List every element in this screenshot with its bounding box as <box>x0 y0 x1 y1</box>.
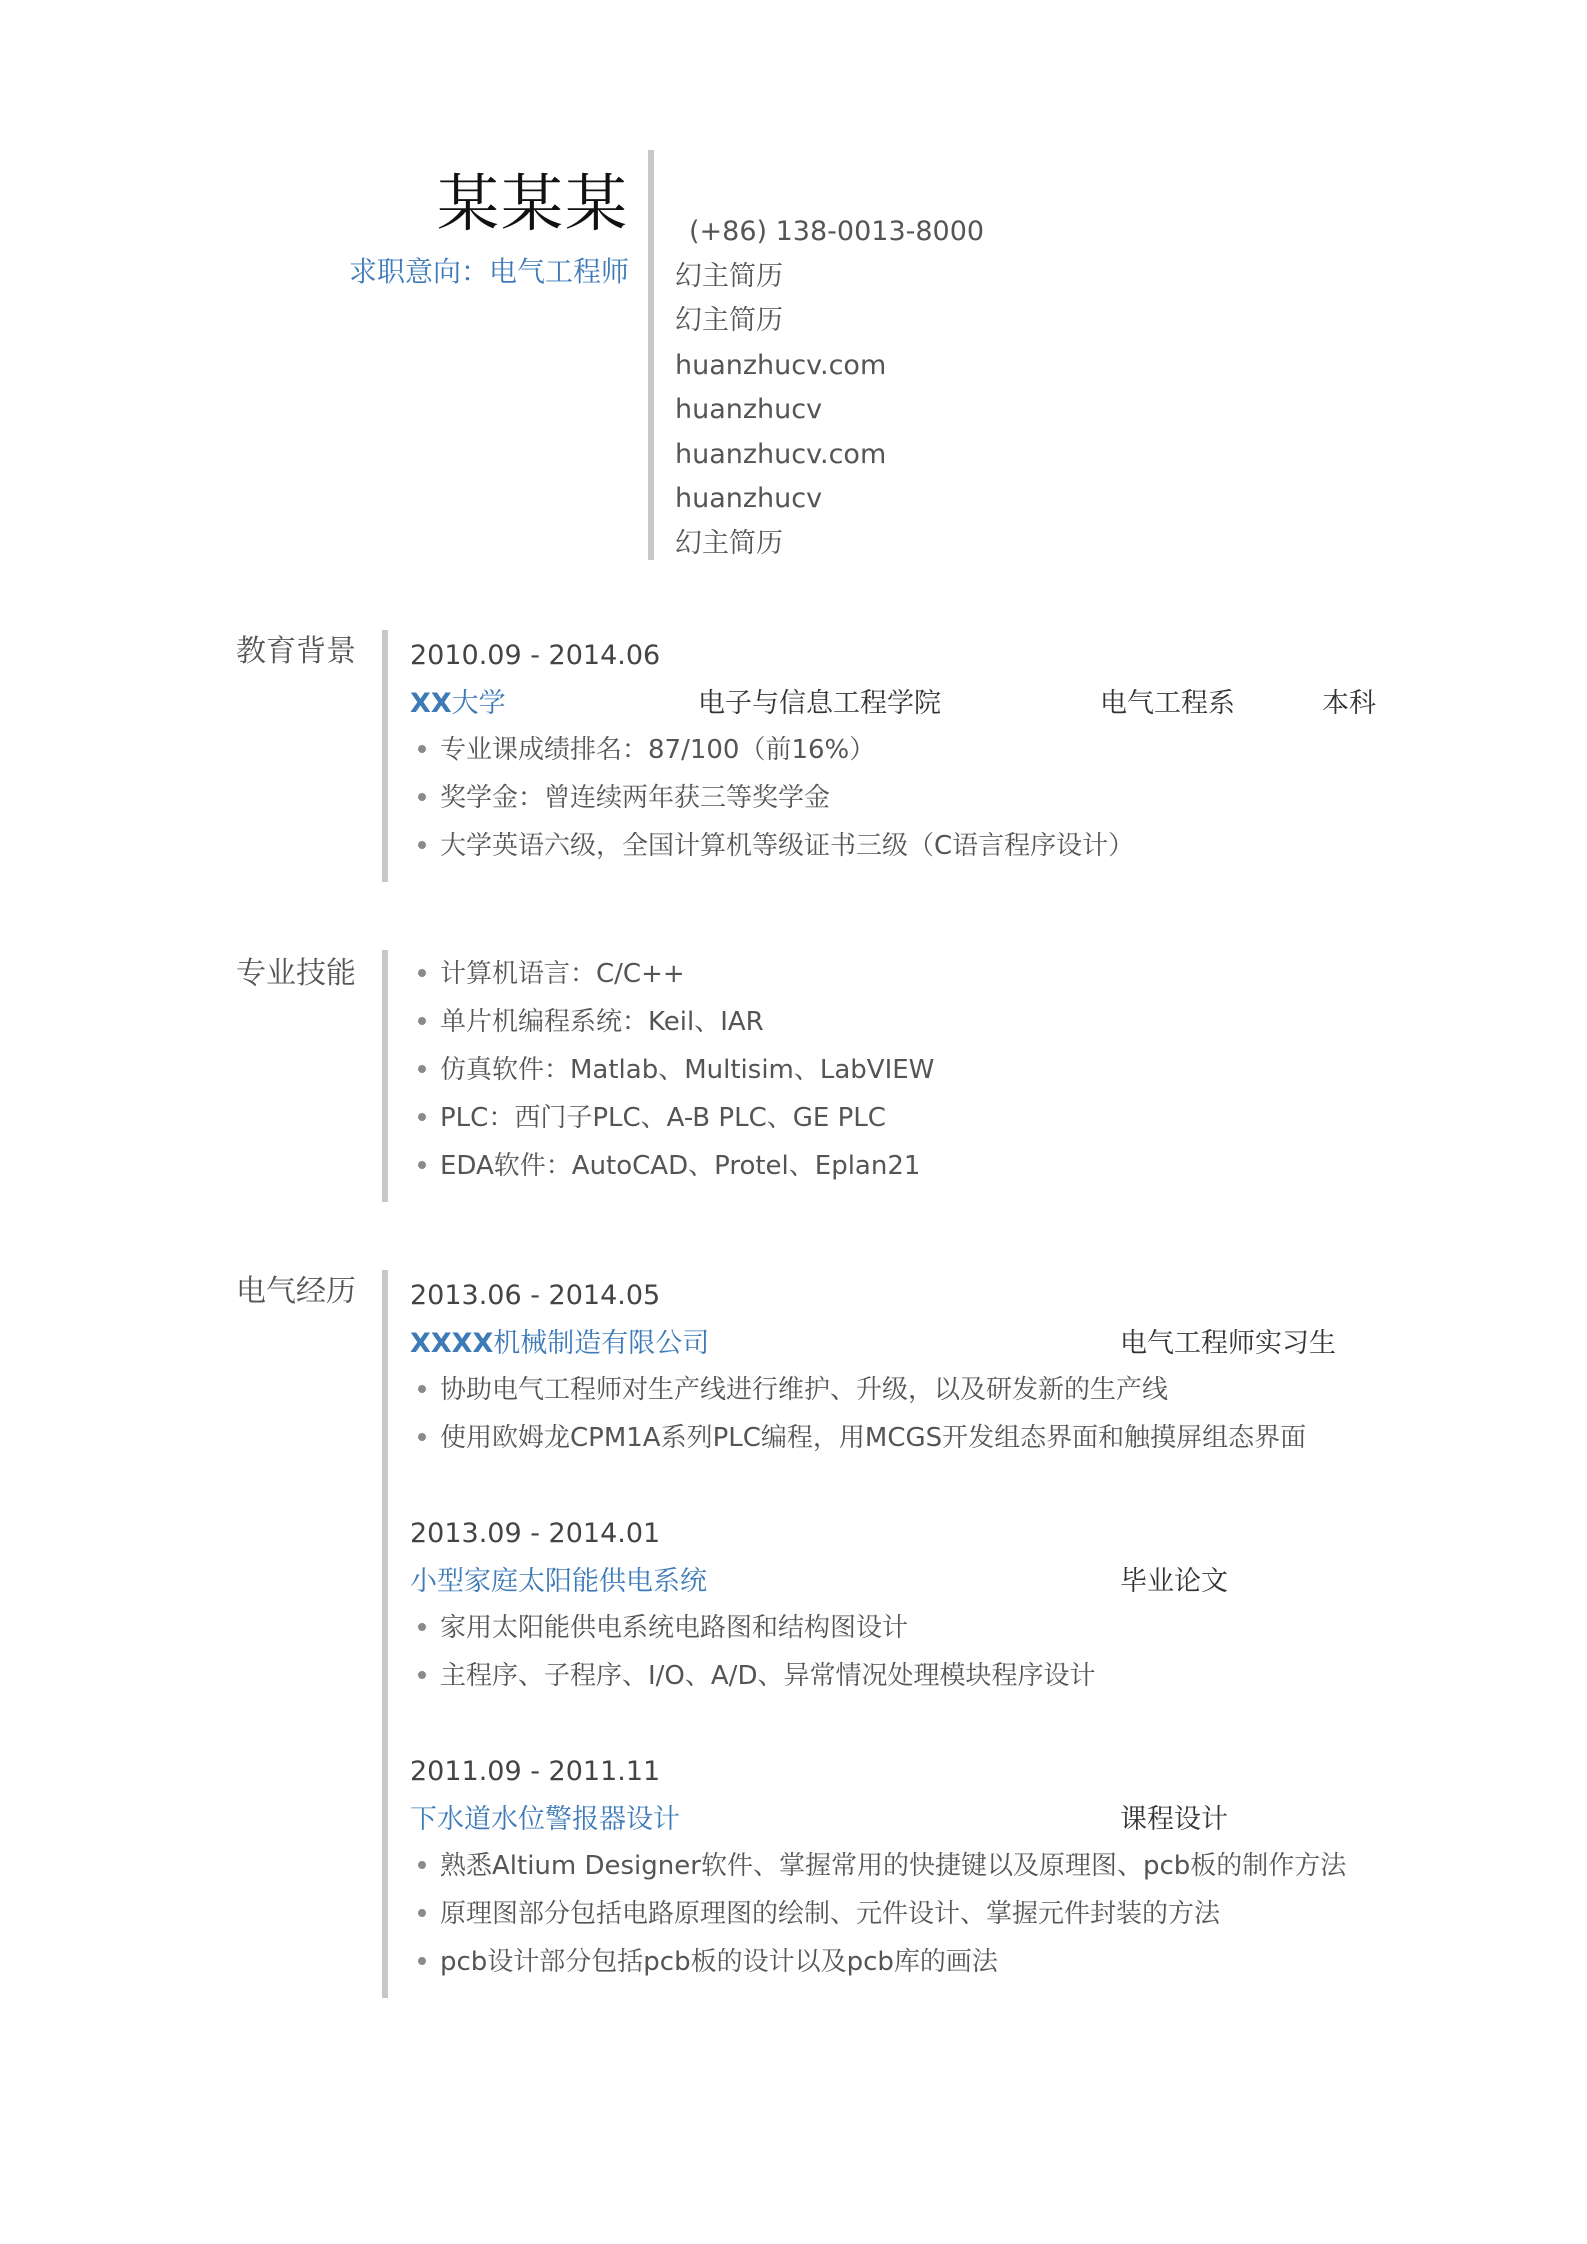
contact-item: huanzhucv.com <box>675 349 887 381</box>
header-divider <box>648 150 654 560</box>
contact-item: huanzhucv <box>675 483 823 514</box>
contact-item: huanzhucv <box>675 394 823 425</box>
list-item: 主程序、子程序、I/O、A/D、异常情况处理模块程序设计 <box>410 1652 1410 1700</box>
list-item: 单片机编程系统：Keil、IAR <box>410 998 1410 1046</box>
education-bullets <box>410 726 1410 870</box>
list-item: 协助电气工程师对生产线进行维护、升级，以及研发新的生产线 <box>410 1366 1410 1414</box>
education-bar <box>382 630 388 882</box>
entry-row <box>410 1556 1410 1604</box>
list-item: 仿真软件：Matlab、Multisim、LabVIEW <box>410 1046 1410 1094</box>
contact-list <box>675 210 984 566</box>
education-date: 2010.09 - 2014.06 <box>410 640 661 671</box>
skills-title: 专业技能 <box>236 956 356 991</box>
entry-date: 2013.09 - 2014.01 <box>410 1518 661 1549</box>
skills-bullets <box>410 950 1410 1190</box>
education-body <box>410 638 1410 870</box>
header-identity <box>349 168 629 290</box>
experience-body <box>410 1278 1410 1986</box>
list-item: 计算机语言：C/C++ <box>410 950 1410 998</box>
entry-organization <box>410 1326 709 1362</box>
education-title: 教育背景 <box>236 634 356 669</box>
list-item: 原理图部分包括电路原理图的绘制、元件设计、掌握元件封装的方法 <box>410 1890 1410 1938</box>
degree: 本科 <box>1322 688 1376 719</box>
entry-organization: 下水道水位警报器设计 <box>410 1804 680 1835</box>
contact-item: huanzhucv.com <box>675 438 887 470</box>
org-suffix: 机械制造有限公司 <box>493 1328 710 1359</box>
experience-bar <box>382 1270 388 1998</box>
education-row <box>410 678 1410 726</box>
candidate-name: 某某某 <box>436 167 629 240</box>
school-suffix: 大学 <box>451 688 506 719</box>
entry-bullets <box>410 1366 1410 1462</box>
entry-role: 毕业论文 <box>1120 1566 1228 1597</box>
entry-date: 2011.09 - 2011.11 <box>410 1756 661 1787</box>
contact-phone: (+86) 138-0013-8000 <box>689 216 985 247</box>
school-name <box>410 686 506 722</box>
list-item: 家用太阳能供电系统电路图和结构图设计 <box>410 1604 1410 1652</box>
college-name: 电子与信息工程学院 <box>698 688 941 719</box>
list-item: EDA软件：AutoCAD、Protel、Eplan21 <box>410 1142 1410 1190</box>
entry-row <box>410 1318 1410 1366</box>
school-prefix: XX <box>410 688 452 719</box>
org-prefix: XXXX <box>410 1328 494 1359</box>
entry-bullets <box>410 1842 1410 1986</box>
entry-role: 电气工程师实习生 <box>1120 1328 1336 1359</box>
skills-bar <box>382 950 388 1202</box>
contact-item: 幻主简历 <box>675 527 783 559</box>
entry-role: 课程设计 <box>1120 1804 1228 1835</box>
department-name: 电气工程系 <box>1100 688 1235 719</box>
experience-title: 电气经历 <box>236 1274 356 1309</box>
list-item: pcb设计部分包括pcb板的设计以及pcb库的画法 <box>410 1938 1410 1986</box>
experience-entry <box>410 1278 1410 1462</box>
entry-date: 2013.06 - 2014.05 <box>410 1280 661 1311</box>
list-item: 专业课成绩排名：87/100（前16%） <box>410 726 1410 774</box>
entry-bullets <box>410 1604 1410 1700</box>
list-item: 大学英语六级，全国计算机等级证书三级（C语言程序设计） <box>410 822 1410 870</box>
entry-organization: 小型家庭太阳能供电系统 <box>410 1566 707 1597</box>
list-item: 使用欧姆龙CPM1A系列PLC编程，用MCGS开发组态界面和触摸屏组态界面 <box>410 1414 1410 1462</box>
job-objective: 求职意向：电气工程师 <box>348 255 629 288</box>
list-item: 熟悉Altium Designer软件、掌握常用的快捷键以及原理图、pcb板的制作方法 <box>410 1842 1410 1890</box>
entry-row <box>410 1794 1410 1842</box>
contact-item: 幻主简历 <box>675 305 783 336</box>
skills-body <box>410 950 1410 1190</box>
experience-entry <box>410 1516 1410 1700</box>
list-item: PLC：西门子PLC、A-B PLC、GE PLC <box>410 1094 1410 1142</box>
contact-item: 幻主简历 <box>675 260 783 292</box>
list-item: 奖学金：曾连续两年获三等奖学金 <box>410 774 1410 822</box>
experience-entry <box>410 1754 1410 1986</box>
